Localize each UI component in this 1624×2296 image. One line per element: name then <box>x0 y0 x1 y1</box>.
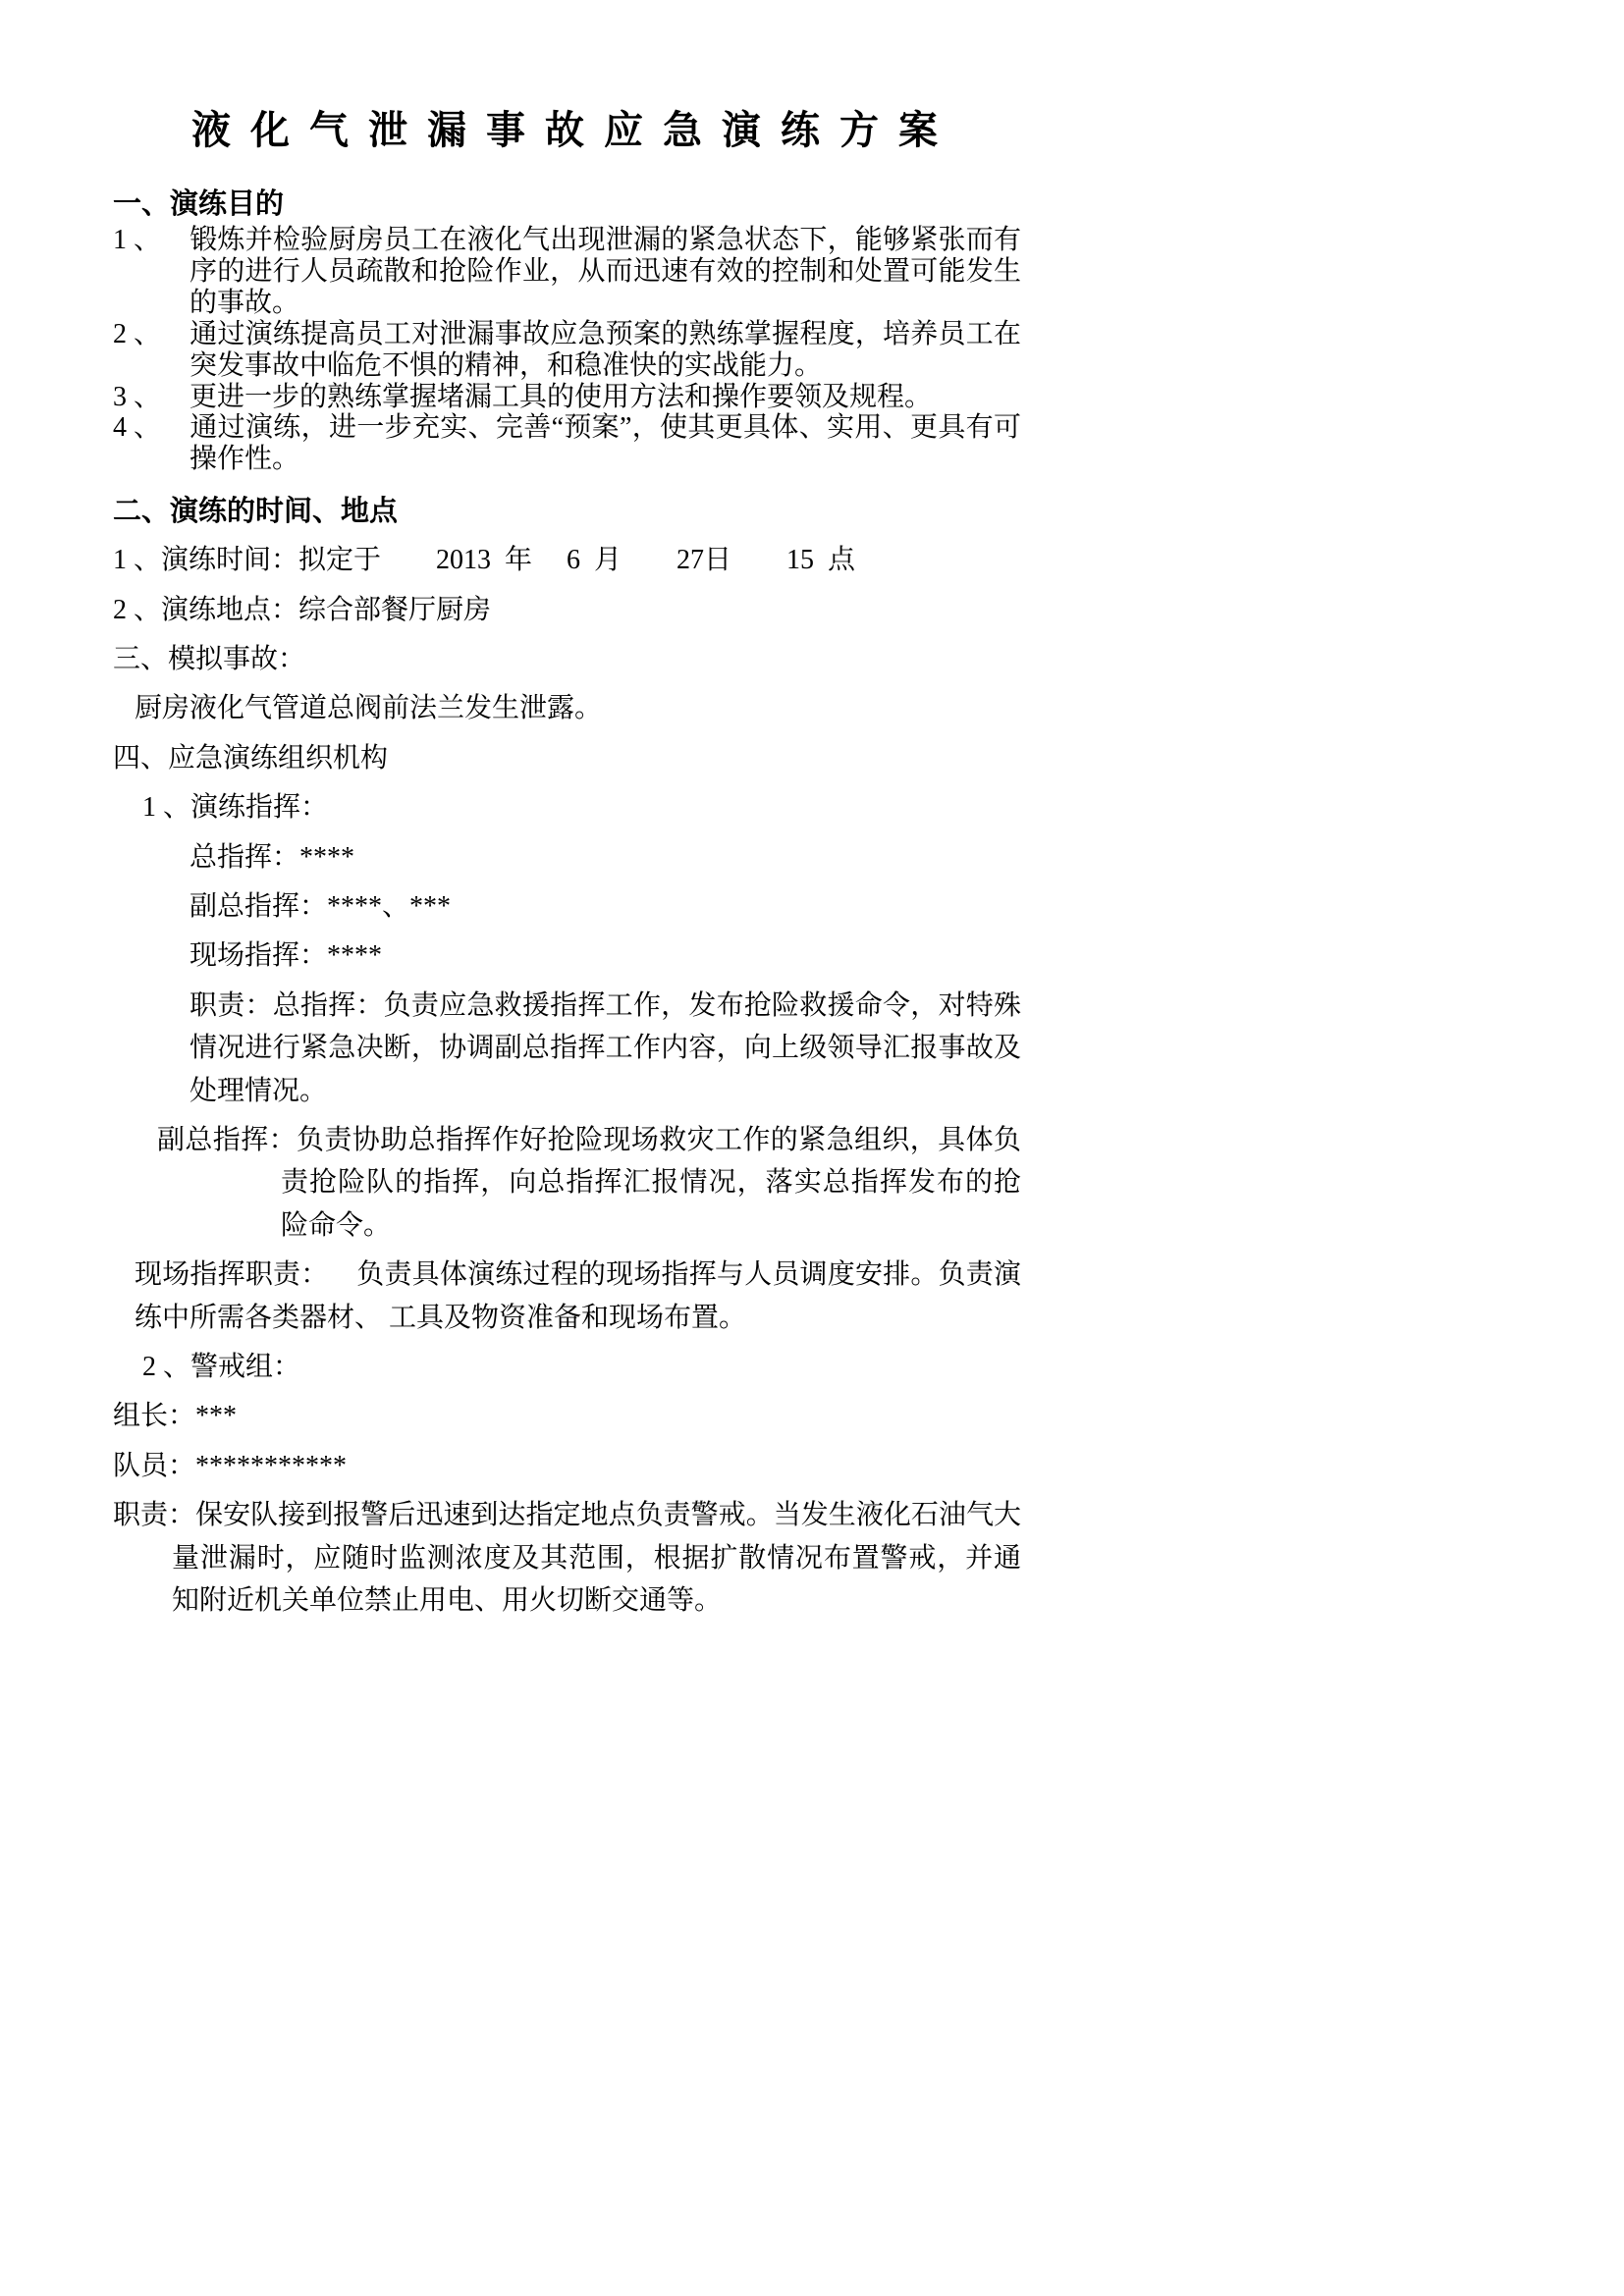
guard-members-line: 队员：*********** <box>113 1450 348 1481</box>
deputy-duty-text: 负责协助总指挥作好抢险现场救灾工作的紧急组织，具体负责抢险队的指挥，向总指挥汇报情况，落实总指挥发布的抢险命令。 <box>281 1124 1021 1241</box>
guard-duty-text: 保安队接到报警后迅速到达指定地点负责警戒。当发生液化石油气大量泄漏时，应随时监测浓度及其范围，根据扩散情况布置警戒，并通知附近机关单位禁止用电、用火切断交通等。 <box>172 1500 1021 1616</box>
purpose-item-1 <box>113 225 1021 319</box>
section3-heading: 三、模拟事故： <box>113 644 306 675</box>
guard-subheading: 2 、警戒组： <box>142 1351 301 1382</box>
item-number: 3 、 <box>113 381 162 412</box>
item-number: 4 、 <box>113 412 162 444</box>
item-text: 通过演练，进一步充实、完善“预案”，使其更具体、实用、更具有可操作性。 <box>189 412 1021 475</box>
item-number: 2 、 <box>113 318 162 349</box>
drill-time-line: 1 、演练时间：拟定于 2013 年 6 月 27日 15 点 <box>113 545 856 576</box>
site-commander-line: 现场指挥：**** <box>189 940 383 972</box>
section1-heading: 一、演练目的 <box>113 188 285 220</box>
purpose-item-4 <box>113 412 1021 475</box>
guard-duty-label: 职责： <box>113 1500 196 1531</box>
section2-heading: 二、演练的时间、地点 <box>113 496 399 528</box>
section3-body: 厨房液化气管道总阀前法兰发生泄露。 <box>135 693 603 724</box>
site-duty-paragraph: 现场指挥职责： 负责具体演练过程的现场指挥与人员调度安排。负责演练中所需各类器材、 工具及物资准备和现场布置。 <box>135 1259 1021 1333</box>
guard-duty-paragraph <box>113 1494 1021 1622</box>
document-content <box>113 106 1021 1622</box>
guard-leader-line: 组长：*** <box>113 1401 238 1432</box>
chief-duty-paragraph: 职责：总指挥：负责应急救援指挥工作，发布抢险救援命令，对特殊情况进行紧急决断，协调副总指挥工作内容，向上级领导汇报事故及处理情况。 <box>189 989 1021 1106</box>
chief-commander-line: 总指挥：**** <box>189 841 355 873</box>
purpose-item-2 <box>113 319 1021 382</box>
item-text: 锻炼并检验厨房员工在液化气出现泄漏的紧急状态下，能够紧张而有序的进行人员疏散和抢险作业，从而迅速有效的控制和处置可能发生的事故。 <box>189 225 1021 318</box>
item-number: 1 、 <box>113 225 162 256</box>
deputy-duty-paragraph <box>157 1119 1021 1247</box>
section4-heading: 四、应急演练组织机构 <box>113 742 389 774</box>
item-text: 通过演练提高员工对泄漏事故应急预案的熟练掌握程度，培养员工在突发事故中临危不惧的精神，和稳准快的实战能力。 <box>189 318 1021 381</box>
item-text: 更进一步的熟练掌握堵漏工具的使用方法和操作要领及规程。 <box>189 381 933 412</box>
command-subheading: 1 、演练指挥： <box>142 792 329 824</box>
deputy-commander-line: 副总指挥：****、*** <box>189 891 452 923</box>
document-title: 液 化 气 泄 漏 事 故 应 急 演 练 方 案 <box>191 108 943 152</box>
drill-place-line: 2 、演练地点：综合部餐厅厨房 <box>113 594 492 625</box>
deputy-duty-label: 副总指挥： <box>157 1124 297 1155</box>
purpose-item-3 <box>113 382 1021 413</box>
